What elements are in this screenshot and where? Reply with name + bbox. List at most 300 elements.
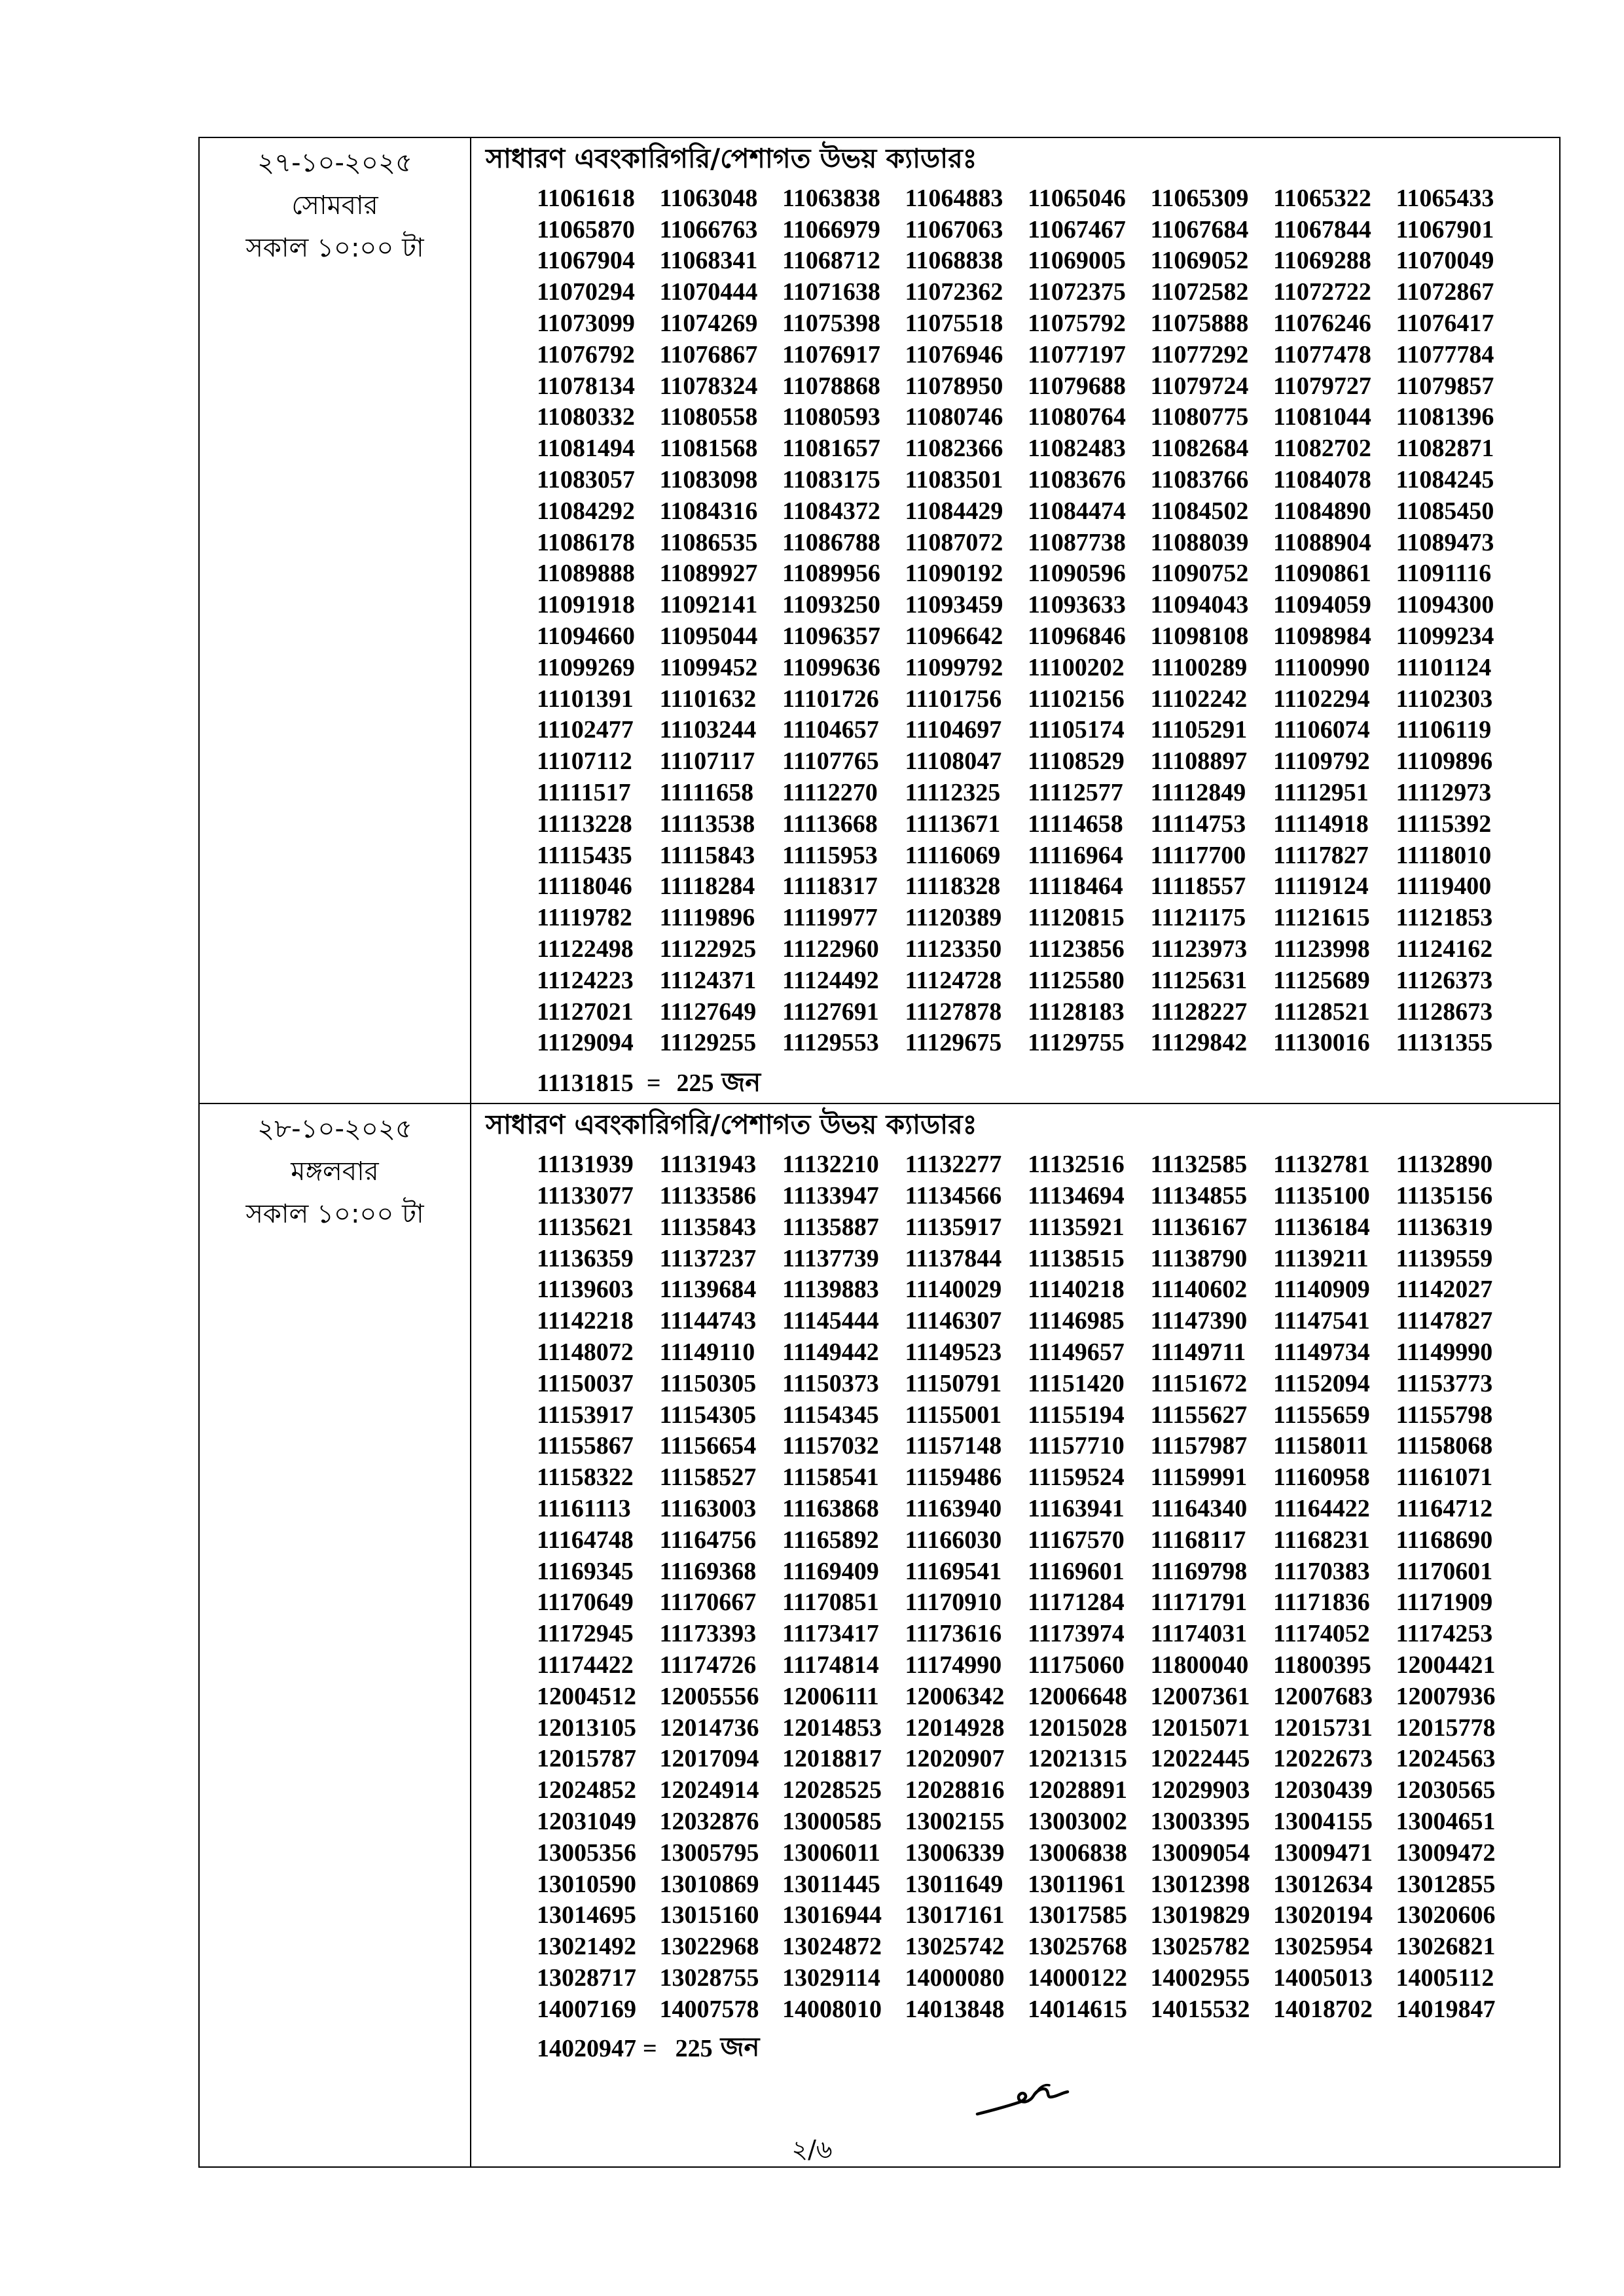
roll-number: 11089888 (537, 560, 635, 588)
total-count: 225 (675, 2034, 713, 2062)
roll-number: 11129675 (905, 1029, 1002, 1057)
roll-number: 11098984 (1273, 622, 1371, 651)
equals-sign: = (643, 2034, 657, 2062)
roll-number: 11132210 (782, 1151, 879, 1179)
roll-number: 11170601 (1396, 1557, 1493, 1585)
roll-number: 11082684 (1150, 435, 1249, 463)
roll-number: 11131943 (659, 1151, 757, 1179)
roll-number-row (537, 871, 1559, 903)
roll-number: 13024872 (782, 1933, 882, 1961)
roll-number: 11113668 (782, 810, 878, 838)
roll-number: 11135621 (537, 1213, 634, 1241)
roll-number: 11065322 (1273, 184, 1371, 212)
roll-number: 11164712 (1396, 1494, 1493, 1522)
roll-number: 11139211 (1273, 1244, 1369, 1272)
last-roll-number: 14020947 (537, 2034, 636, 2062)
roll-number-row (537, 1681, 1559, 1712)
roll-number: 11121615 (1273, 904, 1370, 932)
roll-number: 11088039 (1150, 528, 1249, 556)
roll-number: 11104697 (905, 716, 1002, 744)
roll-number: 11069005 (1028, 247, 1126, 275)
roll-number: 11155867 (537, 1432, 634, 1460)
roll-number: 11077784 (1396, 340, 1494, 368)
roll-number: 11166030 (905, 1526, 1002, 1554)
roll-number: 11153917 (537, 1401, 634, 1429)
roll-number: 13003395 (1150, 1807, 1250, 1835)
roll-number: 12015071 (1150, 1713, 1250, 1742)
roll-number-row (537, 965, 1559, 996)
roll-number: 11065870 (537, 215, 635, 243)
roll-number: 11093633 (1028, 591, 1126, 619)
roll-number-row (537, 464, 1559, 495)
roll-number: 11128183 (1028, 997, 1125, 1026)
roll-number: 11146307 (905, 1307, 1002, 1335)
roll-number: 11072362 (905, 278, 1003, 306)
roll-number-row (537, 495, 1559, 527)
roll-number: 11069288 (1273, 247, 1371, 275)
last-roll-number: 11131815 (537, 1069, 634, 1098)
roll-number-grid (537, 183, 1559, 1058)
roll-number: 11067467 (1028, 215, 1126, 243)
roll-number: 12017094 (659, 1745, 759, 1773)
roll-number: 11094660 (537, 622, 635, 651)
roll-number: 11076867 (659, 340, 758, 368)
roll-number: 11122960 (782, 935, 879, 963)
roll-number: 11139883 (782, 1276, 879, 1304)
roll-number: 11112849 (1150, 779, 1246, 807)
roll-number: 11077197 (1028, 340, 1126, 368)
roll-number: 13017161 (905, 1901, 1005, 1929)
roll-number: 11112325 (905, 779, 1001, 807)
roll-number: 11163868 (782, 1494, 879, 1522)
roll-number: 11168231 (1273, 1526, 1370, 1554)
roll-number: 11078868 (782, 372, 880, 400)
roll-number: 12006342 (905, 1682, 1005, 1710)
roll-number: 13009471 (1273, 1839, 1373, 1867)
roll-number: 11159524 (1028, 1463, 1125, 1492)
roll-number: 11067904 (537, 247, 635, 275)
roll-number: 11067063 (905, 215, 1003, 243)
roll-number: 11093459 (905, 591, 1003, 619)
roll-number: 11102294 (1273, 685, 1370, 713)
roll-number: 13025954 (1273, 1933, 1373, 1961)
roll-number: 13012855 (1396, 1870, 1496, 1898)
roll-number: 12031049 (537, 1807, 636, 1835)
roll-number: 11072582 (1150, 278, 1249, 306)
roll-number-row (537, 1618, 1559, 1649)
roll-number: 11073099 (537, 310, 635, 338)
roll-number-row (537, 1274, 1559, 1306)
roll-number: 11127691 (782, 997, 879, 1026)
roll-number: 11161071 (1396, 1463, 1493, 1492)
roll-number: 13025768 (1028, 1933, 1127, 1961)
roll-number: 14014615 (1028, 1995, 1127, 2023)
roll-number: 11101756 (905, 685, 1002, 713)
roll-number: 11102156 (1028, 685, 1125, 713)
roll-number: 11129255 (659, 1029, 757, 1057)
roll-number: 11135887 (782, 1213, 879, 1241)
roll-number: 11170649 (537, 1588, 634, 1617)
roll-number: 11082871 (1396, 435, 1494, 463)
roll-number: 12005556 (659, 1682, 759, 1710)
roll-number: 11157710 (1028, 1432, 1125, 1460)
roll-number: 13028755 (659, 1964, 759, 1992)
roll-number: 11107112 (537, 747, 632, 776)
roll-number-row (537, 308, 1559, 339)
roll-number: 13020194 (1273, 1901, 1373, 1929)
roll-number: 11096642 (905, 622, 1003, 651)
roll-number: 11800040 (1150, 1651, 1249, 1679)
roll-number-row (537, 1462, 1559, 1493)
roll-number: 11138515 (1028, 1244, 1125, 1272)
roll-number: 11164756 (659, 1526, 757, 1554)
roll-number: 12032876 (659, 1807, 759, 1835)
roll-number: 11147541 (1273, 1307, 1370, 1335)
roll-number: 12021315 (1028, 1745, 1127, 1773)
roll-number: 13002155 (905, 1807, 1005, 1835)
roll-number: 11118284 (659, 872, 755, 901)
roll-number: 11151672 (1150, 1369, 1248, 1397)
roll-number: 11102303 (1396, 685, 1493, 713)
roll-number: 11154345 (782, 1401, 879, 1429)
roll-number: 11083676 (1028, 466, 1126, 494)
roll-number-row (537, 1994, 1559, 2025)
roll-number: 11066979 (782, 215, 880, 243)
roll-number: 11129553 (782, 1029, 879, 1057)
roll-number: 11118010 (1396, 841, 1492, 869)
roll-number-row (537, 1211, 1559, 1243)
roll-number: 11096846 (1028, 622, 1126, 651)
roll-number-row (537, 339, 1559, 370)
roll-number: 11065309 (1150, 184, 1249, 212)
roll-number: 11135100 (1273, 1182, 1370, 1210)
roll-number: 12015028 (1028, 1713, 1127, 1742)
roll-number: 11089473 (1396, 528, 1494, 556)
roll-number: 11158068 (1396, 1432, 1493, 1460)
cadre-category-heading: সাধারণ এবংকারিগরি/পেশাগত উভয় ক্যাডারঃ (486, 143, 977, 174)
roll-number: 13009054 (1150, 1839, 1250, 1867)
roll-number-row (537, 558, 1559, 590)
roll-number: 11068712 (782, 247, 880, 275)
roll-number: 11155798 (1396, 1401, 1493, 1429)
roll-number-row (537, 652, 1559, 683)
roll-number: 11078950 (905, 372, 1003, 400)
roll-number: 11158322 (537, 1463, 634, 1492)
roll-number-row (537, 433, 1559, 464)
exam-date: ২৭-১০-২০২৫ (257, 148, 412, 178)
roll-number: 12004512 (537, 1682, 636, 1710)
roll-number: 11149523 (905, 1338, 1002, 1366)
roll-number: 11077292 (1150, 340, 1249, 368)
roll-number: 11123350 (905, 935, 1002, 963)
roll-number: 11171836 (1273, 1588, 1370, 1617)
roll-number: 11119400 (1396, 872, 1492, 901)
roll-number: 11084474 (1028, 497, 1126, 525)
roll-number: 11132781 (1273, 1151, 1370, 1179)
roll-number: 12024563 (1396, 1745, 1496, 1773)
exam-day: মঙ্গলবার (291, 1157, 379, 1187)
roll-number: 11132585 (1150, 1151, 1248, 1179)
roll-number: 11063838 (782, 184, 880, 212)
roll-number: 11076917 (782, 340, 880, 368)
roll-number: 11163940 (905, 1494, 1002, 1522)
roll-number: 11079688 (1028, 372, 1126, 400)
roll-number: 13006838 (1028, 1839, 1127, 1867)
roll-number: 11136359 (537, 1244, 634, 1272)
roll-number-row (537, 1774, 1559, 1806)
roll-number: 12029903 (1150, 1776, 1250, 1804)
roll-number: 11079857 (1396, 372, 1494, 400)
roll-number: 11084890 (1273, 497, 1371, 525)
roll-number-row (537, 1180, 1559, 1211)
roll-number: 11175060 (1028, 1651, 1125, 1679)
roll-number: 12030439 (1273, 1776, 1373, 1804)
roll-number: 11084502 (1150, 497, 1249, 525)
roll-number: 11136184 (1273, 1213, 1370, 1241)
roll-number: 13015160 (659, 1901, 759, 1929)
roll-number: 13010869 (659, 1870, 759, 1898)
exam-time: সকাল ১০:০০ টা (245, 233, 424, 263)
roll-number: 11174253 (1396, 1620, 1493, 1648)
roll-number: 13011961 (1028, 1870, 1126, 1898)
roll-number-grid (537, 1149, 1559, 2024)
date-cell (199, 137, 471, 1103)
roll-number: 11093250 (782, 591, 880, 619)
roll-number: 11083501 (905, 466, 1003, 494)
roll-number: 13010590 (537, 1870, 636, 1898)
roll-number-row (537, 1493, 1559, 1524)
roll-number-row (537, 840, 1559, 871)
roll-number: 11157148 (905, 1432, 1002, 1460)
roll-number: 11173417 (782, 1620, 879, 1648)
roll-number: 11165892 (782, 1526, 879, 1554)
roll-number: 11174052 (1273, 1620, 1370, 1648)
roll-number: 14015532 (1150, 1995, 1250, 2023)
roll-number-row (537, 1243, 1559, 1274)
roll-number: 11173616 (905, 1620, 1002, 1648)
roll-number: 11146985 (1028, 1307, 1125, 1335)
roll-number: 11118328 (905, 872, 1001, 901)
roll-number: 11114918 (1273, 810, 1369, 838)
roll-number: 11082702 (1273, 435, 1371, 463)
roll-number: 11134566 (905, 1182, 1002, 1210)
schedule-row-1 (199, 137, 1560, 1103)
roll-number-row (537, 777, 1559, 808)
roll-number: 11086788 (782, 528, 880, 556)
roll-number-row (537, 1899, 1559, 1931)
roll-number: 11163941 (1028, 1494, 1125, 1522)
roll-number: 11106074 (1273, 716, 1370, 744)
roll-number: 11100202 (1028, 653, 1125, 681)
roll-number: 12015787 (537, 1745, 636, 1773)
roll-number: 11067844 (1273, 215, 1371, 243)
roll-number: 13026821 (1396, 1933, 1496, 1961)
roll-number: 12006111 (782, 1682, 879, 1710)
roll-number: 11080775 (1150, 403, 1249, 431)
roll-number: 13028717 (537, 1964, 636, 1992)
roll-number: 11125580 (1028, 966, 1125, 994)
roll-number: 11119782 (537, 904, 632, 932)
roll-number: 11170383 (1273, 1557, 1370, 1585)
roll-number: 11169368 (659, 1557, 757, 1585)
roll-number: 11090192 (905, 560, 1003, 588)
roll-number: 11129755 (1028, 1029, 1125, 1057)
roll-number-row (537, 808, 1559, 840)
roll-number: 11149110 (659, 1338, 755, 1366)
roll-number: 12020907 (905, 1745, 1005, 1773)
roll-number: 12014736 (659, 1713, 759, 1742)
roll-number: 11067684 (1150, 215, 1249, 243)
roll-number: 11133586 (659, 1182, 757, 1210)
roll-number: 11149442 (782, 1338, 879, 1366)
roll-number: 11152094 (1273, 1369, 1370, 1397)
roll-number: 11115392 (1396, 810, 1492, 838)
roll-number: 11147390 (1150, 1307, 1248, 1335)
roll-number: 11120815 (1028, 904, 1125, 932)
roll-number: 11128673 (1396, 997, 1493, 1026)
roll-number: 13009472 (1396, 1839, 1496, 1867)
roll-number: 13014695 (537, 1901, 636, 1929)
total-line (537, 1064, 1559, 1103)
roll-number: 12030565 (1396, 1776, 1496, 1804)
roll-number: 11107765 (782, 747, 879, 776)
roll-number: 11091116 (1396, 560, 1492, 588)
roll-number: 11155659 (1273, 1401, 1370, 1429)
roll-number: 11072375 (1028, 278, 1126, 306)
roll-number-row (537, 902, 1559, 933)
roll-number: 11155194 (1028, 1401, 1125, 1429)
roll-number: 11078134 (537, 372, 635, 400)
roll-number: 11124162 (1396, 935, 1493, 963)
roll-number: 11107117 (659, 747, 755, 776)
roll-number: 11142218 (537, 1307, 634, 1335)
exam-date: ২৮-১০-২০২৫ (257, 1114, 412, 1145)
roll-number: 11084316 (659, 497, 758, 525)
roll-number: 11155001 (905, 1401, 1002, 1429)
roll-number: 13011649 (905, 1870, 1003, 1898)
roll-number: 11081396 (1396, 403, 1494, 431)
roll-number-row (537, 933, 1559, 965)
roll-number: 11169798 (1150, 1557, 1248, 1585)
roll-number-row (537, 1399, 1559, 1431)
roll-number: 11080558 (659, 403, 758, 431)
roll-number: 11132890 (1396, 1151, 1493, 1179)
exam-schedule-table (198, 137, 1561, 2168)
roll-number: 13011445 (782, 1870, 880, 1898)
roll-number-row (537, 620, 1559, 652)
roll-number: 11078324 (659, 372, 758, 400)
roll-number: 11118557 (1150, 872, 1246, 901)
roll-number: 11111517 (537, 779, 631, 807)
roll-number: 11076417 (1396, 310, 1494, 338)
roll-number: 14007578 (659, 1995, 759, 2023)
roll-number: 11083766 (1150, 466, 1249, 494)
roll-number: 14008010 (782, 1995, 882, 2023)
roll-number: 11132277 (905, 1151, 1002, 1179)
roll-number: 11171791 (1150, 1588, 1248, 1617)
roll-number-row (537, 1149, 1559, 1180)
roll-number: 11112577 (1028, 779, 1123, 807)
roll-number: 11158527 (659, 1463, 757, 1492)
roll-number: 11171284 (1028, 1588, 1125, 1617)
roll-number: 12007361 (1150, 1682, 1250, 1710)
roll-number: 11125631 (1150, 966, 1248, 994)
equals-sign: = (646, 1069, 661, 1098)
roll-number: 11169409 (782, 1557, 879, 1585)
roll-number: 11121853 (1396, 904, 1493, 932)
roll-number: 11068838 (905, 247, 1003, 275)
roll-number: 11094059 (1273, 591, 1371, 619)
roll-number: 13017585 (1028, 1901, 1127, 1929)
roll-number: 11082483 (1028, 435, 1126, 463)
roll-number: 11114753 (1150, 810, 1246, 838)
roll-number: 11137844 (905, 1244, 1002, 1272)
roll-number: 11072867 (1396, 278, 1494, 306)
roll-number: 11108047 (905, 747, 1002, 776)
roll-number: 11076946 (905, 340, 1003, 368)
roll-number: 11155627 (1150, 1401, 1248, 1429)
roll-number: 11119124 (1273, 872, 1369, 901)
roll-number: 11101632 (659, 685, 757, 713)
roll-number: 11116964 (1028, 841, 1123, 869)
roll-number: 11099234 (1396, 622, 1494, 651)
roll-number: 13029114 (782, 1964, 880, 1992)
roll-number: 11150791 (905, 1369, 1002, 1397)
roll-number: 11117700 (1150, 841, 1246, 869)
roll-number: 14005112 (1396, 1964, 1494, 1992)
roll-number: 11075398 (782, 310, 880, 338)
roll-number: 14013848 (905, 1995, 1005, 2023)
roll-number: 11063048 (659, 184, 758, 212)
roll-number: 11140909 (1273, 1276, 1370, 1304)
roll-number: 11174726 (659, 1651, 757, 1679)
roll-number: 11157987 (1150, 1432, 1248, 1460)
total-line (537, 2029, 1559, 2068)
roll-number: 11124728 (905, 966, 1002, 994)
roll-number: 11087072 (905, 528, 1003, 556)
roll-number-row (537, 1743, 1559, 1774)
roll-list-cell (471, 137, 1560, 1103)
roll-number: 11145444 (782, 1307, 879, 1335)
roll-number: 11114658 (1028, 810, 1123, 838)
roll-number: 11082366 (905, 435, 1003, 463)
roll-number: 11065046 (1028, 184, 1126, 212)
roll-number: 11135917 (905, 1213, 1002, 1241)
roll-number: 11084245 (1396, 466, 1494, 494)
roll-number: 11094300 (1396, 591, 1494, 619)
roll-number: 11174031 (1150, 1620, 1248, 1648)
roll-number: 11086535 (659, 528, 758, 556)
roll-number: 11084429 (905, 497, 1003, 525)
roll-number-row (537, 402, 1559, 433)
roll-number: 13005795 (659, 1839, 759, 1867)
roll-number: 11123856 (1028, 935, 1125, 963)
roll-number: 11139559 (1396, 1244, 1493, 1272)
roll-number: 11099636 (782, 653, 880, 681)
roll-number: 11127021 (537, 997, 634, 1026)
roll-number: 11149657 (1028, 1338, 1125, 1366)
roll-number: 11174990 (905, 1651, 1002, 1679)
roll-number: 11100289 (1150, 653, 1248, 681)
roll-number: 11077478 (1273, 340, 1371, 368)
roll-number: 11150037 (537, 1369, 634, 1397)
roll-number: 11140029 (905, 1276, 1002, 1304)
roll-number: 11163003 (659, 1494, 757, 1522)
roll-number: 11075518 (905, 310, 1003, 338)
roll-number-row (537, 1806, 1559, 1837)
roll-number: 11079724 (1150, 372, 1249, 400)
roll-number: 11132516 (1028, 1151, 1125, 1179)
